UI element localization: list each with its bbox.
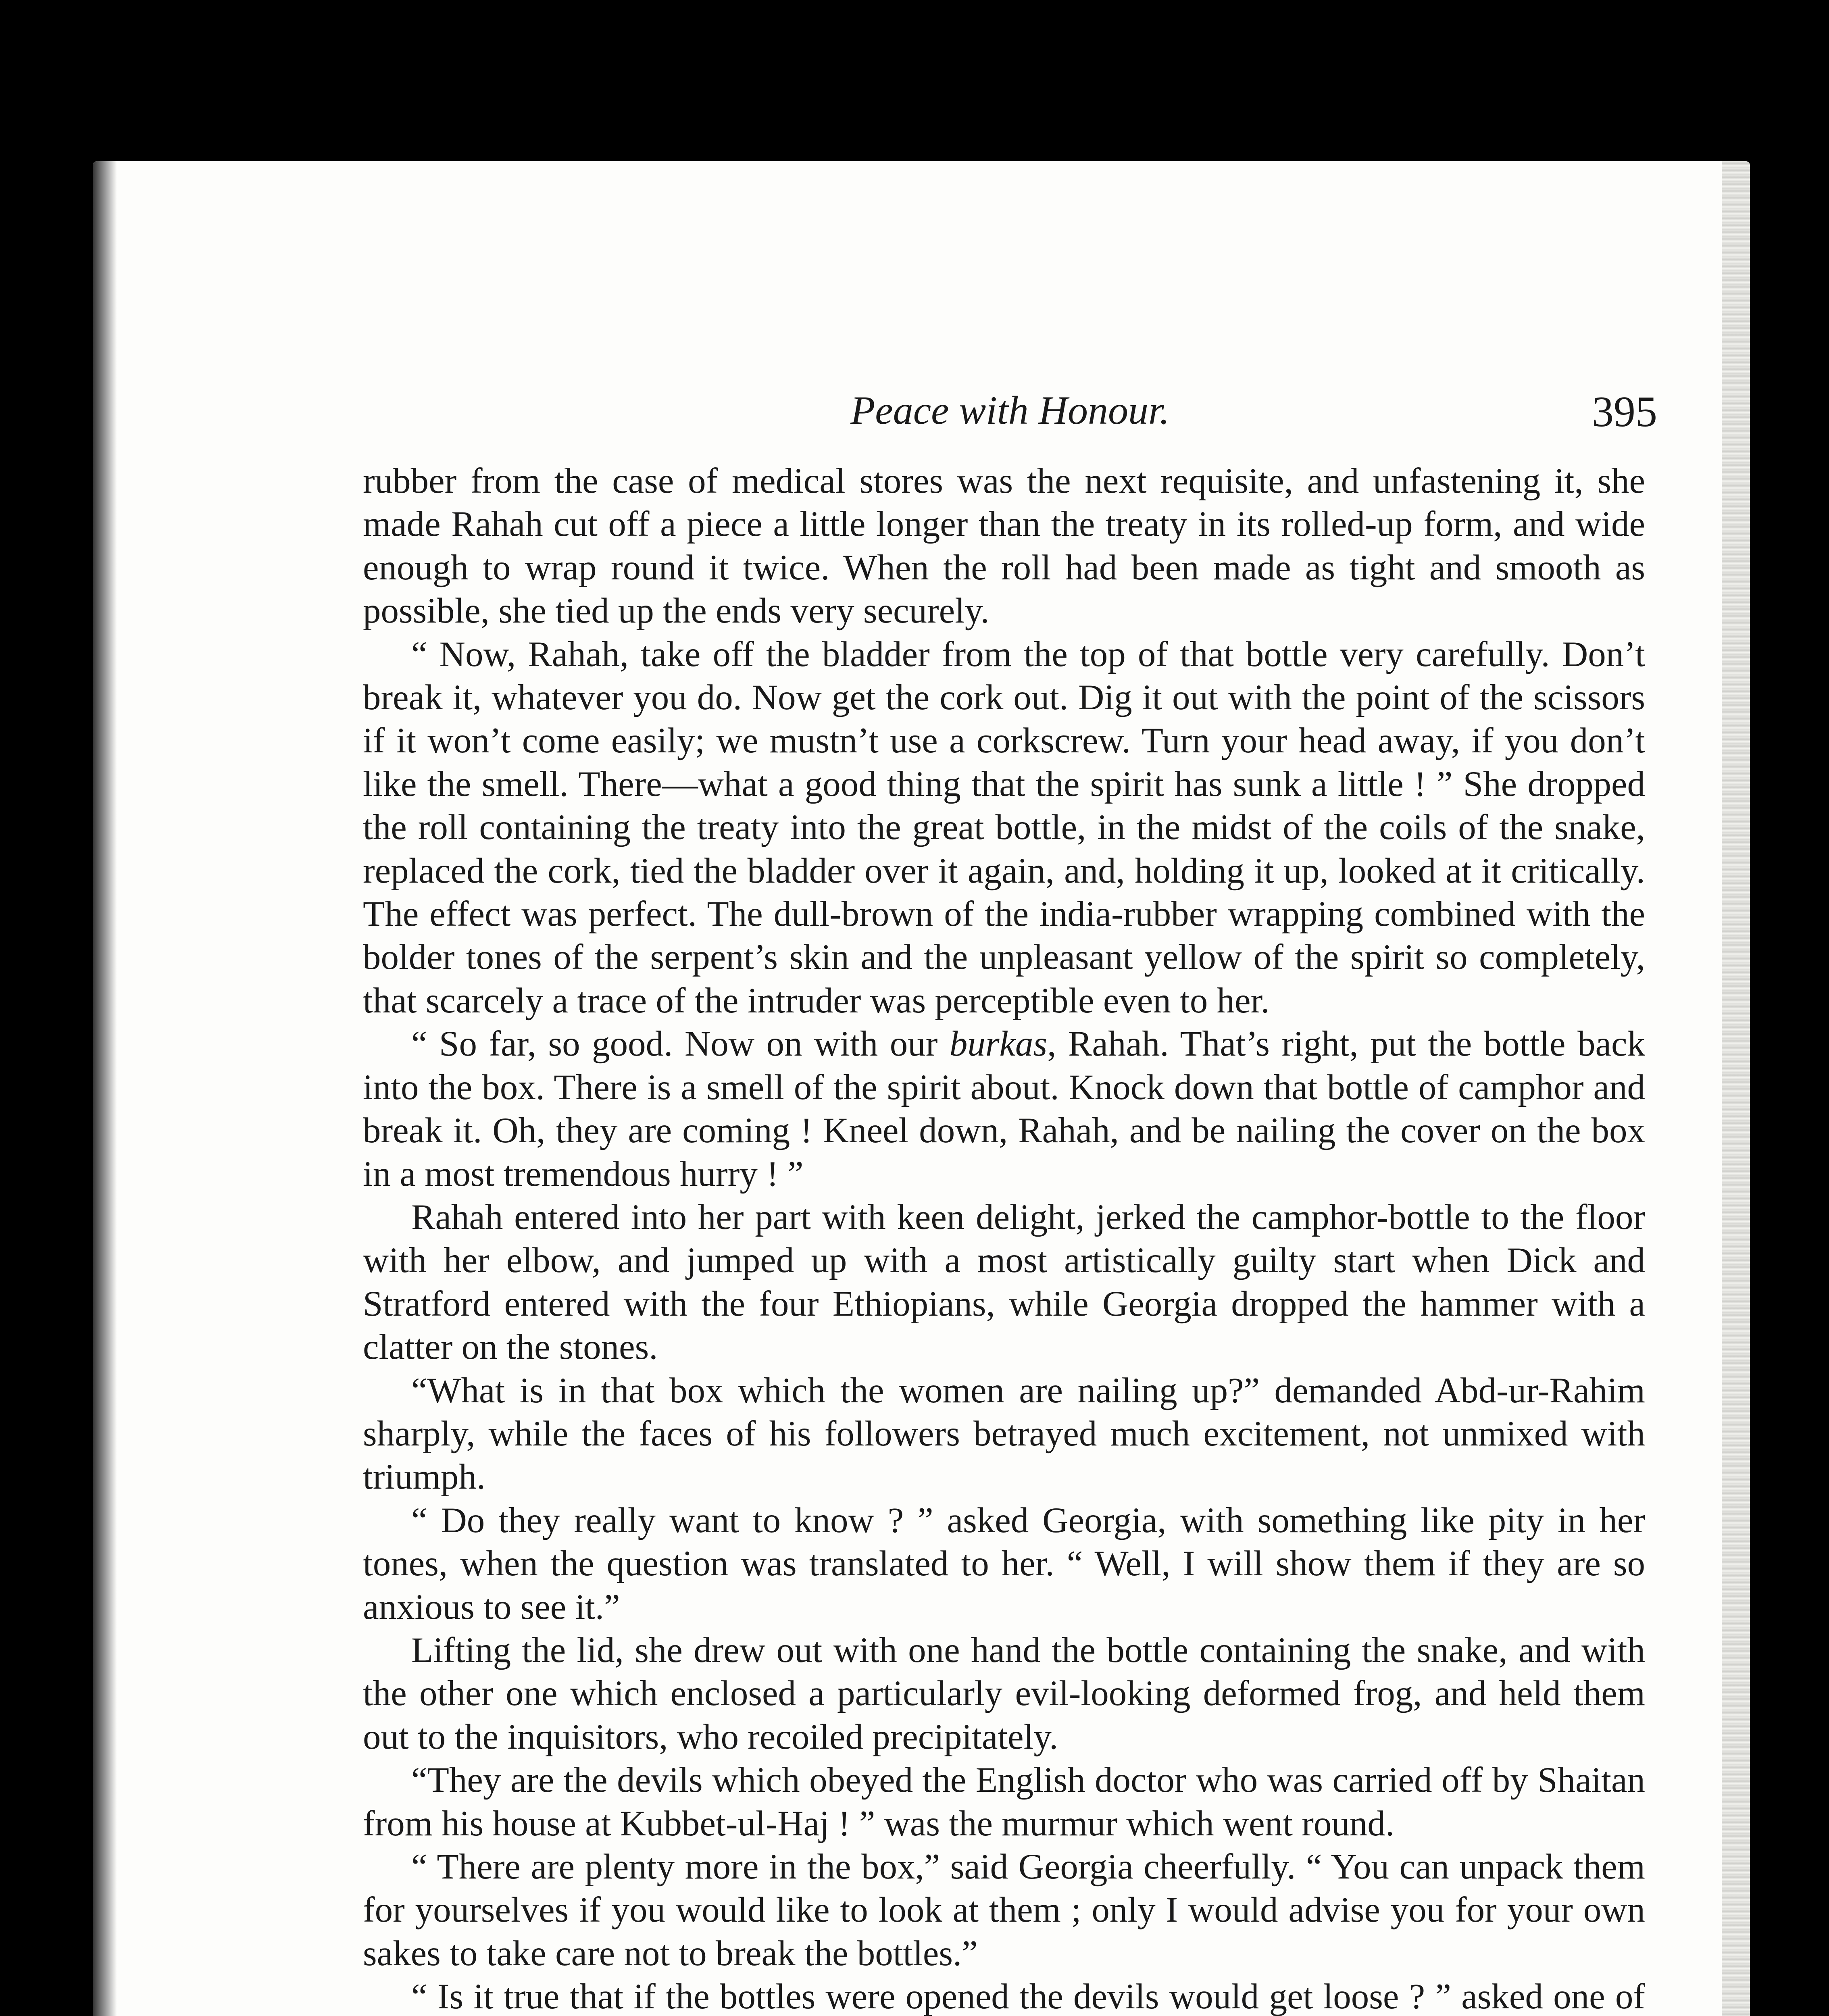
italic-word: burkas	[949, 1024, 1048, 1064]
book-page	[93, 161, 1750, 2016]
paragraph: rubber from the case of medical stores was the next requisite, and unfastening it, she made Rahah cut off a piece a little longer than the treaty in its rolled-up form, and wide enough to wrap round it twice. When the roll had been made as tight and smooth as possible, she tied up the ends very securely.	[363, 461, 1645, 631]
paragraph-text: , Rahah. That’s right, put the bottle back into the box. There is a smell of the spirit about. Knock down that bottle of camphor and break it. Oh, they are coming ! Kneel down, Rahah, and be nailing the cover on the box in a most tremendous hurry ! ”	[363, 1024, 1645, 1194]
paragraph: “ Is it true that if the bottles were opened the devils would get loose ? ” asked one of	[411, 1977, 1645, 2016]
paragraph	[363, 1023, 1645, 1196]
paragraph: “What is in that box which the women are nailing up?” demanded Abd-ur-Rahim sharply, while the faces of his followers betrayed much excitement, not unmixed with triumph.	[363, 1370, 1645, 1497]
body-text	[363, 460, 1645, 2016]
running-title: Peace with Honour.	[850, 388, 1170, 433]
page-edge	[1722, 161, 1750, 2016]
paragraph: “They are the devils which obeyed the English doctor who was carried off by Shaitan from his house at Kubbet-ul-Haj ! ” was the murmur which went round.	[363, 1760, 1645, 1843]
page-number: 395	[1592, 388, 1657, 436]
paragraph: “ There are plenty more in the box,” said Georgia cheerfully. “ You can unpack them for yourselves if you would like to look at them ; only I would advise you for your own sakes to take care not to break the bottles.”	[363, 1847, 1645, 1973]
page-header	[363, 387, 1657, 448]
paragraph: Rahah entered into her part with keen delight, jerked the camphor-bottle to the floor with her elbow, and jumped up with a most artistically guilty start when Dick and Stratford entered with the four Ethiopians, while Georgia dropped the hammer with a clatter on the stones.	[363, 1197, 1645, 1367]
page-gutter-shadow	[93, 161, 117, 2016]
paragraph: “ Now, Rahah, take off the bladder from the top of that bottle very carefully. Don’t break it, whatever you do. Now get the cork out. Dig it out with the point of the scissors if it won’t come easily; we mustn’t use a corkscrew. Turn your head away, if you don’t like the smell. There—what a good thing that the spirit has sunk a little ! ” She dropped the roll containing the treaty into the great bottle, in the midst of the coils of the snake, replaced the cork, tied the bladder over it again, and, holding it up, looked at it critically. The effect was perfect. The dull-brown of the india-rubber wrapping combined with the bolder tones of the serpent’s skin and the unpleasant yellow of the spirit so completely, that scarcely a trace of the intruder was perceptible even to her.	[363, 634, 1645, 1020]
paragraph: “ Do they really want to know ? ” asked Georgia, with something like pity in her tones, when the question was translated to her. “ Well, I will show them if they are so anxious to see it.”	[363, 1500, 1645, 1627]
paragraph-text: “ So far, so good. Now on with our	[411, 1024, 950, 1064]
paragraph: Lifting the lid, she drew out with one hand the bottle containing the snake, and with the other one which enclosed a particularly evil-looking deformed frog, and held them out to the inquisitors, who recoiled precipitately.	[363, 1630, 1645, 1757]
